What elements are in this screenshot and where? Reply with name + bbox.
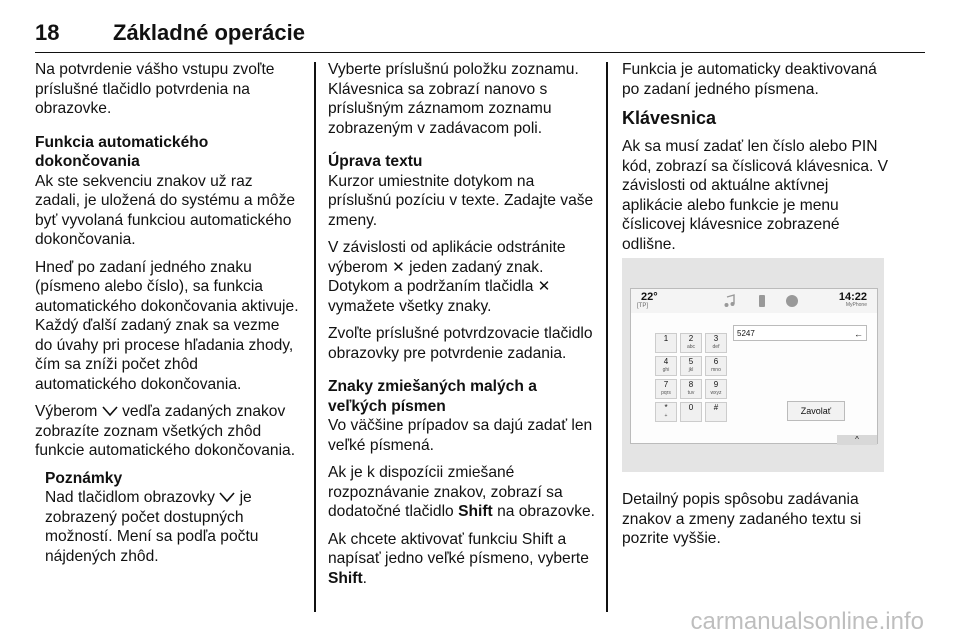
text: Výberom bbox=[35, 403, 98, 420]
network-name: MyPhone bbox=[845, 302, 867, 308]
key-letters: mno bbox=[711, 367, 721, 373]
key-digit: 1 bbox=[663, 334, 669, 343]
text: V závislosti od aplikácie odstránite výberom bbox=[328, 239, 566, 276]
shift-label: Shift bbox=[328, 569, 363, 587]
phone-icon bbox=[755, 294, 769, 308]
keypad-key[interactable] bbox=[655, 379, 677, 399]
chapter-title: Základné operácie bbox=[113, 20, 305, 45]
clock: 14:22 bbox=[838, 291, 867, 303]
info-icon bbox=[785, 294, 799, 308]
paragraph: Vyberte príslušnú položku zoznamu. Klávesnica sa zobrazí nanovo s príslušným záznamom zoznamu zobrazeným v zadávacom poli. bbox=[328, 61, 579, 137]
page-number: 18 bbox=[35, 20, 60, 45]
column-2 bbox=[328, 60, 596, 596]
note-title: Poznámky bbox=[45, 469, 123, 487]
column-3 bbox=[622, 60, 890, 262]
key-digit: 6 bbox=[713, 357, 719, 366]
paragraph: Na potvrdenie vášho vstupu zvoľte príslušné tlačidlo potvrdenia na obrazovke. bbox=[35, 61, 275, 117]
text: vedľa zadaných znakov zobrazíte zoznam všetkých zhôd funkcie automatického dokončovania. bbox=[35, 403, 296, 459]
delete-icon: ✕ bbox=[537, 278, 551, 295]
paragraph: Detailný popis spôsobu zadávania znakov a zmeny zadaného textu si pozrite vyššie. bbox=[622, 491, 862, 547]
infotainment-screen bbox=[630, 288, 878, 444]
keypad-key[interactable] bbox=[705, 333, 727, 353]
chevron-up-icon[interactable]: ^ bbox=[837, 435, 877, 445]
paragraph: Kurzor umiestnite dotykom na príslušnú pozíciu v texte. Zadajte vaše zmeny. bbox=[328, 172, 594, 229]
watermark: carmanualsonline.info bbox=[690, 608, 924, 635]
keypad-key[interactable] bbox=[680, 333, 702, 353]
key-letters: jkl bbox=[688, 367, 694, 373]
input-value: 5247 bbox=[737, 329, 755, 338]
key-digit: 7 bbox=[663, 380, 669, 389]
text: . bbox=[362, 569, 367, 587]
column-divider bbox=[314, 62, 316, 612]
key-digit: 3 bbox=[713, 334, 719, 343]
status-bar bbox=[631, 289, 877, 313]
section-heading: Úprava textu bbox=[328, 153, 423, 170]
paragraph: Hneď po zadaní jedného znaku (písmeno alebo číslo), sa funkcia automatického dokončovania aktivuje. Každý ďalší zadaný znak sa vezme do úvahy pri procese hľadania zhody, čím sa zníži počet zhôd automatického dokončovania. bbox=[35, 258, 299, 393]
chevron-down-icon bbox=[102, 405, 118, 417]
text: vymažete všetky znaky. bbox=[328, 297, 492, 315]
paragraph: Ak sa musí zadať len číslo alebo PIN kód, zobrazí sa číslicová klávesnica. V závislosti od aktuálne aktívnej aplikácie alebo funkcie je menu číslicovej klávesnice zobrazené odlišne. bbox=[622, 138, 889, 253]
key-digit: 5 bbox=[688, 357, 694, 366]
music-icon bbox=[723, 294, 737, 308]
paragraph: Zvoľte príslušné potvrdzovacie tlačidlo obrazovky pre potvrdenie zadania. bbox=[328, 325, 593, 362]
chevron-down-icon bbox=[219, 491, 235, 503]
paragraph bbox=[328, 530, 596, 589]
keypad-key[interactable] bbox=[705, 356, 727, 376]
temperature: 22° bbox=[641, 291, 658, 303]
key-digit: 0 bbox=[688, 403, 694, 412]
keypad-key[interactable] bbox=[680, 379, 702, 399]
keypad-key[interactable] bbox=[655, 402, 677, 422]
key-digit: 8 bbox=[688, 380, 694, 389]
key-digit: 2 bbox=[688, 334, 694, 343]
keypad-screenshot bbox=[622, 258, 884, 472]
text: je zobrazený počet dostupných možností. Mení sa podľa počtu nájdených zhôd. bbox=[45, 489, 259, 565]
page-header bbox=[35, 8, 925, 53]
call-button[interactable]: Zavolať bbox=[787, 401, 845, 421]
note-text bbox=[45, 488, 300, 566]
keypad-key[interactable] bbox=[655, 356, 677, 376]
section-heading: Klávesnica bbox=[622, 108, 717, 128]
key-letters: pqrs bbox=[661, 390, 671, 396]
keypad-key[interactable] bbox=[705, 379, 727, 399]
paragraph: Vo väčšine prípadov sa dajú zadať len veľké písmená. bbox=[328, 417, 593, 454]
delete-icon: ✕ bbox=[392, 258, 405, 276]
key-digit: 4 bbox=[663, 357, 669, 366]
section-heading: Znaky zmiešaných malých a veľkých písmen bbox=[328, 378, 537, 415]
key-digit: # bbox=[713, 403, 719, 412]
keypad-key[interactable] bbox=[705, 402, 727, 422]
key-letters: tuv bbox=[687, 390, 695, 396]
text: Ak je k dispozícii zmiešané rozpoznávanie znakov, zobrazí sa dodatočné tlačidlo bbox=[328, 464, 563, 520]
text: Nad tlačidlom obrazovky bbox=[45, 489, 215, 506]
key-letters: abc bbox=[686, 344, 696, 350]
shift-label: Shift bbox=[458, 503, 493, 520]
text: na obrazovke. bbox=[497, 503, 596, 520]
column-divider bbox=[606, 62, 608, 612]
paragraph bbox=[328, 238, 596, 316]
section-heading: Funkcia automatického dokončovania bbox=[35, 133, 209, 170]
backspace-icon[interactable]: ← bbox=[854, 329, 863, 339]
key-digit: * bbox=[664, 403, 668, 412]
paragraph bbox=[35, 402, 300, 461]
text: Ak chcete aktivovať funkciu Shift a napísať jedno veľké písmeno, vyberte bbox=[328, 530, 589, 567]
paragraph: Funkcia je automaticky deaktivovaná po zadaní jedného písmena. bbox=[622, 61, 877, 98]
number-input[interactable] bbox=[733, 325, 867, 341]
note-box bbox=[45, 469, 300, 567]
keypad-key[interactable] bbox=[680, 356, 702, 376]
key-digit: 9 bbox=[713, 380, 719, 389]
tp-indicator: [TP] bbox=[637, 303, 649, 309]
key-letters: def bbox=[712, 344, 720, 350]
keypad-key[interactable] bbox=[680, 402, 702, 422]
keypad-key[interactable] bbox=[655, 333, 677, 353]
text: jeden zadaný znak. Dotykom a podržaním tlačidla bbox=[328, 258, 544, 295]
paragraph bbox=[328, 463, 596, 522]
key-letters: + bbox=[664, 413, 668, 419]
column-1 bbox=[35, 60, 300, 566]
paragraph: Ak ste sekvenciu znakov už raz zadali, je uložená do systému a môže byť vyvolaná funkciou automatického dokončovania. bbox=[35, 172, 296, 248]
column-3-bottom bbox=[622, 490, 890, 557]
key-letters: ghi bbox=[662, 367, 670, 373]
key-letters: wxyz bbox=[710, 390, 722, 396]
